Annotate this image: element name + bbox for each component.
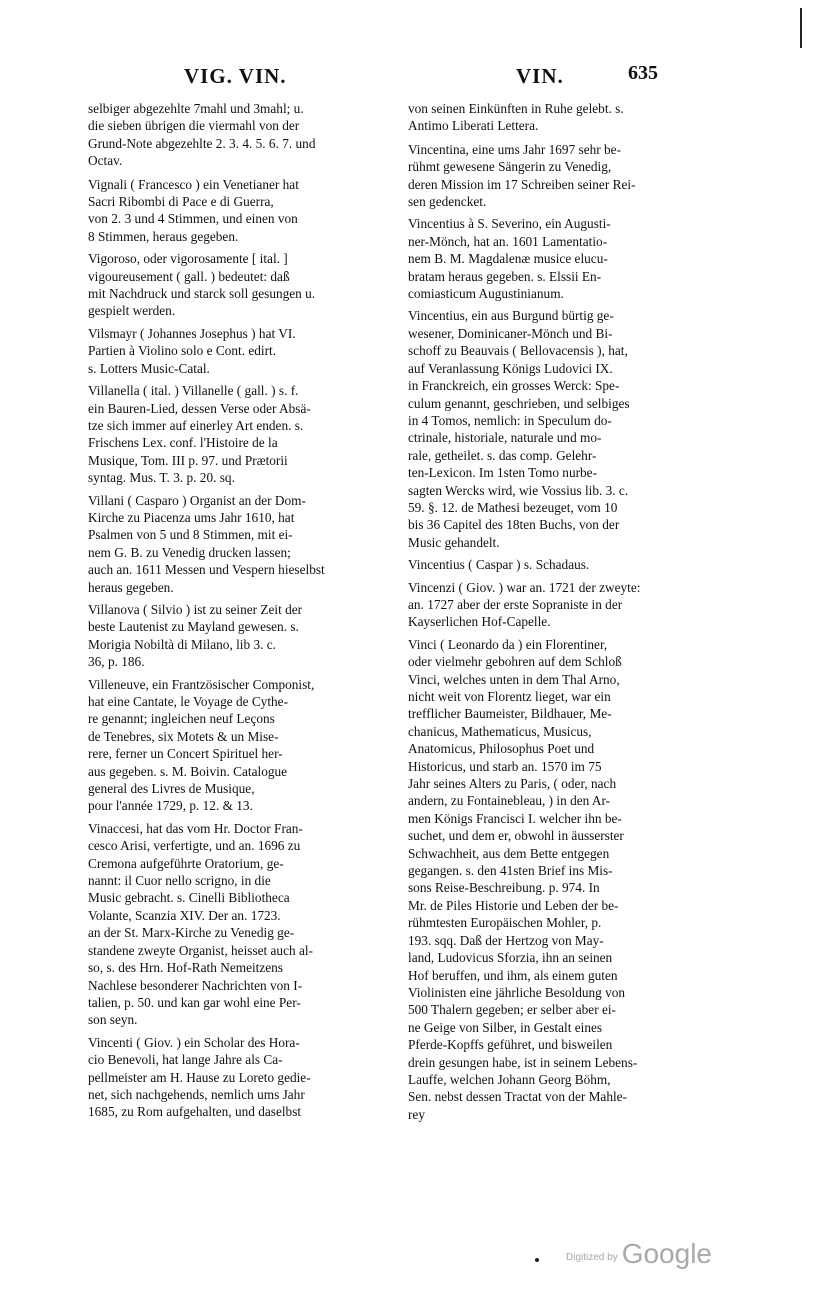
entry-line: Musique, Tom. III p. 97. und Prætorii <box>88 452 288 468</box>
entry-line: Kirche zu Piacenza ums Jahr 1610, hat <box>88 509 295 525</box>
entry-line: in 4 Tomos, nemlich: in Speculum do- <box>408 412 612 428</box>
entry-line: Music gebracht. s. Cinelli Bibliotheca <box>88 890 290 906</box>
entry-line: bis 36 Capitel des 18ten Buchs, von der <box>408 517 620 533</box>
digitized-watermark <box>566 1238 712 1270</box>
entry-line: re genannt; ingleichen neuf Leçons <box>88 711 275 727</box>
entry-line: drein gesungen habe, ist in seinem Lebens- <box>408 1054 638 1070</box>
google-logo: Google <box>621 1238 712 1269</box>
entry-line: vigoureusement ( gall. ) bedeutet: daß <box>88 268 290 284</box>
continued-entry <box>88 100 400 170</box>
entry-line: rühmtesten Europäischen Mohler, p. <box>408 915 602 931</box>
entry-line: Anatomicus, Philosophus Poet und <box>408 741 595 757</box>
entry-line: von 2. 3 und 4 Stimmen, und einen von <box>88 211 298 227</box>
entry-line: Cremona aufgeführte Oratorium, ge- <box>88 855 284 871</box>
entry-line: land, Ludovicus Sforzia, ihn an seinen <box>408 950 613 966</box>
page-number: 635 <box>628 62 658 84</box>
entry-line: heraus gegeben. <box>88 579 174 595</box>
right-column <box>408 100 714 1128</box>
entry-line: gespielt werden. <box>88 303 176 319</box>
header-left-catchword: VIG. VIN. <box>184 64 287 88</box>
entry-line: sen gedencket. <box>408 194 487 210</box>
entry-line: Vinci, welches unten in dem Thal Arno, <box>408 671 620 687</box>
entry-line: de Tenebres, six Motets & un Mise- <box>88 728 279 744</box>
entry-line: pellmeister am H. Hause zu Loreto gedie- <box>88 1069 311 1085</box>
entry-line: Antimo Liberati Lettera. <box>408 118 539 134</box>
dictionary-entry <box>88 250 400 320</box>
entry-line: Villanella ( ital. ) Villanelle ( gall. ) s. f. <box>88 383 299 399</box>
entry-line: an. 1727 aber der erste Sopraniste in der <box>408 596 623 612</box>
entry-line: nannt: il Cuor nello scrigno, in die <box>88 873 271 889</box>
dictionary-entry <box>88 601 400 671</box>
entry-line: Kayserlichen Hof-Capelle. <box>408 614 551 630</box>
entry-line: Vigoroso, oder vigorosamente [ ital. ] <box>88 251 288 267</box>
page-edge-mark <box>800 8 802 48</box>
dictionary-entry <box>408 141 714 211</box>
entry-line: rühmt gewesene Sängerin zu Venedig, <box>408 159 612 175</box>
entry-line: 500 Thalern gegeben; er selber aber ei- <box>408 1002 616 1018</box>
entry-line: ctrinale, historiale, naturale und mo- <box>408 430 602 446</box>
entry-line: 8 Stimmen, heraus gegeben. <box>88 228 239 244</box>
entry-line: Morigia Nobiltà di Milano, lib 3. c. <box>88 636 276 652</box>
entry-line: Frischens Lex. conf. l'Histoire de la <box>88 435 278 451</box>
entry-line: ein Bauren-Lied, dessen Verse oder Absä- <box>88 400 311 416</box>
entry-line: gegangen. s. den 41sten Brief ins Mis- <box>408 863 613 879</box>
entry-line: Volante, Scanzia XIV. Der an. 1723. <box>88 907 281 923</box>
dictionary-entry <box>408 579 714 631</box>
entry-line: chanicus, Mathematicus, Musicus, <box>408 723 592 739</box>
entry-line: in Franckreich, ein grosses Werck: Spe- <box>408 378 620 394</box>
entry-line: Nachlese besonderer Nachrichten von I- <box>88 977 303 993</box>
entry-line: so, s. des Hrn. Hof-Rath Nemeitzens <box>88 960 283 976</box>
dictionary-entry <box>88 492 400 596</box>
watermark-prefix: Digitized by <box>566 1252 618 1263</box>
entry-line: Vinci ( Leonardo da ) ein Florentiner, <box>408 636 608 652</box>
entry-line: Sen. nebst dessen Tractat von der Mahle- <box>408 1089 627 1105</box>
entry-line: sagten Wercks wird, wie Vossius lib. 3. c. <box>408 482 629 498</box>
entry-line: net, sich nachgehends, nemlich ums Jahr <box>88 1086 305 1102</box>
entry-line: bratam heraus gegeben. s. Elssii En- <box>408 268 602 284</box>
entry-line: hat eine Cantate, le Voyage de Cythe- <box>88 694 289 709</box>
entry-line: aus gegeben. s. M. Boivin. Catalogue <box>88 763 288 779</box>
dictionary-entry <box>88 325 400 377</box>
entry-line: general des Livres de Musique, <box>88 781 255 797</box>
entry-line: talien, p. 50. und kan gar wohl eine Per- <box>88 994 301 1010</box>
entry-line: andern, zu Fontainebleau, ) in den Ar- <box>408 793 611 809</box>
entry-line: rale, getheilet. s. das comp. Gelehr- <box>408 447 597 463</box>
dictionary-entry <box>408 215 714 302</box>
entry-line: Pferde-Kopffs geführet, und bisweilen <box>408 1037 613 1053</box>
entry-line: sons Reise-Beschreibung. p. 974. In <box>408 880 600 896</box>
entry-line: tze sich immer auf einerley Art enden. s. <box>88 417 304 433</box>
entry-line: oder vielmehr gebohren auf dem Schloß <box>408 654 622 670</box>
entry-line: Vincentius à S. Severino, ein Augusti- <box>408 216 611 232</box>
entry-line: schoff zu Beauvais ( Bellovacensis ), hat, <box>408 343 628 359</box>
entry-line: ner-Mönch, hat an. 1601 Lamentatio- <box>408 233 608 249</box>
dictionary-entry <box>88 676 400 815</box>
entry-line: culum genannt, geschrieben, und selbiges <box>408 395 630 411</box>
entry-line: 193. sqq. Daß der Hertzog von May- <box>408 932 604 948</box>
entry-line: Villanova ( Silvio ) ist zu seiner Zeit der <box>88 601 303 617</box>
entry-line: an der St. Marx-Kirche zu Venedig ge- <box>88 925 295 941</box>
entry-line: pour l'année 1729, p. 12. & 13. <box>88 798 253 814</box>
entry-line: mit Nachdruck und starck soll gesungen u. <box>88 286 316 302</box>
left-column <box>88 100 400 1126</box>
entry-line: Vilsmayr ( Johannes Josephus ) hat VI. <box>88 325 296 341</box>
entry-line: Psalmen von 5 und 8 Stimmen, mit ei- <box>88 527 293 543</box>
entry-line: deren Mission im 17 Schreiben seiner Rei- <box>408 176 636 192</box>
entry-line: selbiger abgezehlte 7mahl und 3mahl; u. <box>88 101 304 116</box>
dictionary-entry <box>88 820 400 1029</box>
entry-line: son seyn. <box>88 1012 138 1028</box>
entry-line: Sacri Ribombi di Pace e di Guerra, <box>88 194 274 210</box>
entry-line: trefflicher Baumeister, Bildhauer, Me- <box>408 706 612 722</box>
entry-line: Mr. de Piles Historie und Leben der be- <box>408 897 619 913</box>
entry-line: nem B. M. Magdalenæ musice elucu- <box>408 251 608 267</box>
dictionary-entry <box>88 176 400 246</box>
entry-line: 59. §. 12. de Mathesi bezeuget, vom 10 <box>408 499 618 515</box>
header-right-catchword: VIN. <box>516 64 564 88</box>
entry-line: s. Lotters Music-Catal. <box>88 360 210 376</box>
entry-line: von seinen Einkünften in Ruhe gelebt. s. <box>408 101 624 116</box>
entry-line: standene zweyte Organist, heisset auch al- <box>88 942 313 958</box>
entry-line: rey <box>408 1106 425 1122</box>
entry-line: Vincentius ( Caspar ) s. Schadaus. <box>408 557 590 573</box>
entry-line: Partien à Violino solo e Cont. edirt. <box>88 343 277 359</box>
entry-line: cio Benevoli, hat lange Jahre als Ca- <box>88 1052 283 1068</box>
entry-line: Vincentius, ein aus Burgund bürtig ge- <box>408 308 614 324</box>
entry-line: Historicus, und starb an. 1570 im 75 <box>408 758 602 774</box>
entry-line: Hof beruffen, und ihm, als einem guten <box>408 967 618 983</box>
dictionary-entry <box>88 382 400 486</box>
entry-line: Vignali ( Francesco ) ein Venetianer hat <box>88 176 299 192</box>
entry-line: Schwachheit, aus dem Bette entgegen <box>408 845 610 861</box>
entry-line: Violinisten eine jährliche Besoldung von <box>408 984 626 1000</box>
dictionary-entry <box>408 556 714 573</box>
entry-line: 36, p. 186. <box>88 654 145 670</box>
entry-line: nem G. B. zu Venedig drucken lassen; <box>88 544 291 560</box>
entry-line: beste Lautenist zu Mayland gewesen. s. <box>88 619 299 635</box>
entry-line: nicht weit von Florentz lieget, war ein <box>408 689 611 704</box>
entry-line: ten-Lexicon. Im 1sten Tomo nurbe- <box>408 465 597 481</box>
entry-line: wesener, Dominicaner-Mönch und Bi- <box>408 325 613 341</box>
entry-line: Vincentina, eine ums Jahr 1697 sehr be- <box>408 141 621 157</box>
entry-line: ne Geige von Silber, in Gestalt eines <box>408 1019 603 1035</box>
entry-line: 1685, zu Rom aufgehalten, und daselbst <box>88 1104 302 1120</box>
entry-line: syntag. Mus. T. 3. p. 20. sq. <box>88 470 235 486</box>
entry-line: Villani ( Casparo ) Organist an der Dom- <box>88 492 306 508</box>
continued-entry <box>408 100 714 135</box>
entry-line: auf Veranlassung Königs Ludovici IX. <box>408 360 613 376</box>
dictionary-entry <box>88 1034 400 1121</box>
entry-line: Vincenzi ( Giov. ) war an. 1721 der zweyte: <box>408 579 641 595</box>
entry-line: suchet, und dem er, obwohl in äusserster <box>408 828 624 844</box>
entry-line: Vincenti ( Giov. ) ein Scholar des Hora- <box>88 1034 300 1050</box>
entry-line: Grund-Note abgezehlte 2. 3. 4. 5. 6. 7. und <box>88 135 316 151</box>
entry-line: cesco Arisi, verfertigte, und an. 1696 zu <box>88 838 301 854</box>
entry-line: Vinaccesi, hat das vom Hr. Doctor Fran- <box>88 820 303 836</box>
entry-line: men Königs Francisci I. welcher ihn be- <box>408 810 622 826</box>
entry-line: rere, ferner un Concert Spirituel her- <box>88 746 283 762</box>
running-header <box>96 58 696 88</box>
entry-line: Villeneuve, ein Frantzösischer Componist, <box>88 676 315 692</box>
ink-speck <box>535 1258 539 1262</box>
entry-line: auch an. 1611 Messen und Vespern hieselbst <box>88 562 325 578</box>
entry-line: Octav. <box>88 153 123 169</box>
entry-line: comiasticum Augustinianum. <box>408 286 564 302</box>
dictionary-entry <box>408 307 714 551</box>
entry-line: die sieben übrigen die viermahl von der <box>88 118 300 134</box>
dictionary-entry <box>408 636 714 1123</box>
entry-line: Lauffe, welchen Johann Georg Böhm, <box>408 1071 611 1087</box>
entry-line: Music gehandelt. <box>408 534 500 550</box>
entry-line: Jahr seines Alters zu Paris, ( oder, nach <box>408 776 617 792</box>
